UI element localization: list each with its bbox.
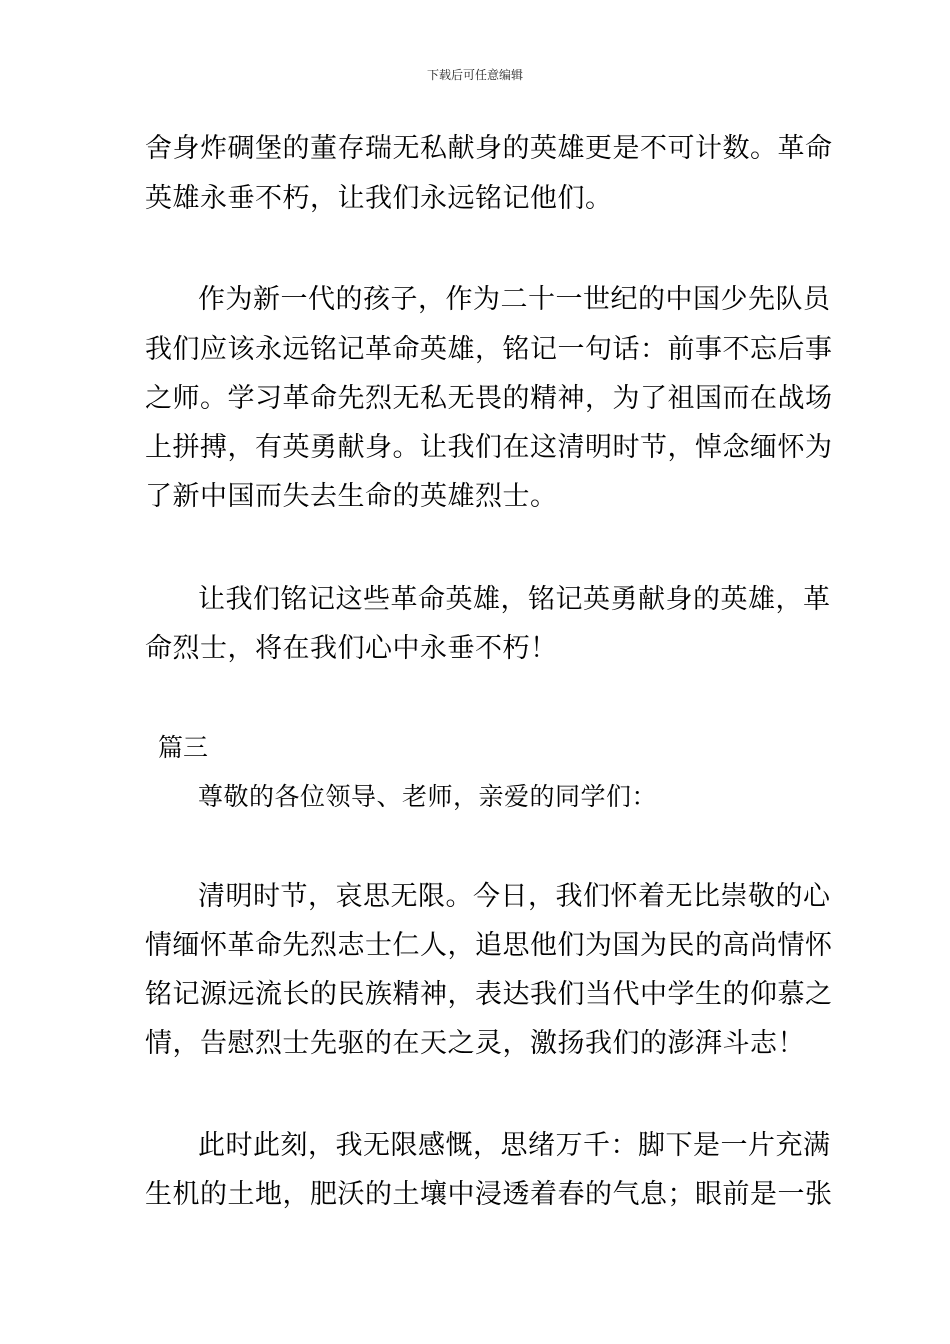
page-header: 下载后可任意编辑 bbox=[426, 68, 523, 82]
section-heading: 篇三 bbox=[158, 733, 209, 762]
text-line: 了新中国而失去生命的英雄烈士。 bbox=[145, 481, 558, 512]
text-line: 作为新一代的孩子，作为二十一世纪的中国少先队员 bbox=[198, 284, 831, 315]
text-line: 英雄永垂不朽，让我们永远铭记他们。 bbox=[145, 183, 613, 214]
text-line: 生机的土地，肥沃的土壤中浸透着春的气息；眼前是一张 bbox=[145, 1179, 833, 1210]
text-line: 之师。学习革命先烈无私无畏的精神，为了祖国而在战场 bbox=[145, 383, 833, 414]
text-line: 清明时节，哀思无限。今日，我们怀着无比崇敬的心 bbox=[198, 881, 831, 912]
salutation: 尊敬的各位领导、老师，亲爱的同学们： bbox=[198, 782, 658, 811]
text-line: 情缅怀革命先烈志士仁人，追思他们为国为民的高尚情怀 bbox=[145, 930, 833, 961]
text-line: 上拼搏，有英勇献身。让我们在这清明时节，悼念缅怀为 bbox=[145, 432, 833, 463]
text-line: 铭记源远流长的民族精神，表达我们当代中学生的仰慕之 bbox=[145, 979, 833, 1010]
text-line: 情，告慰烈士先驱的在天之灵，激扬我们的澎湃斗志！ bbox=[145, 1028, 805, 1059]
text-line: 让我们铭记这些革命英雄，铭记英勇献身的英雄，革 bbox=[198, 584, 831, 615]
text-line: 舍身炸碉堡的董存瑞无私献身的英雄更是不可计数。革命 bbox=[145, 133, 833, 164]
text-line: 命烈士，将在我们心中永垂不朽！ bbox=[145, 633, 558, 664]
text-line: 我们应该永远铭记革命英雄，铭记一句话：前事不忘后事 bbox=[145, 334, 833, 365]
text-line: 此时此刻，我无限感慨，思绪万千：脚下是一片充满 bbox=[198, 1130, 831, 1161]
